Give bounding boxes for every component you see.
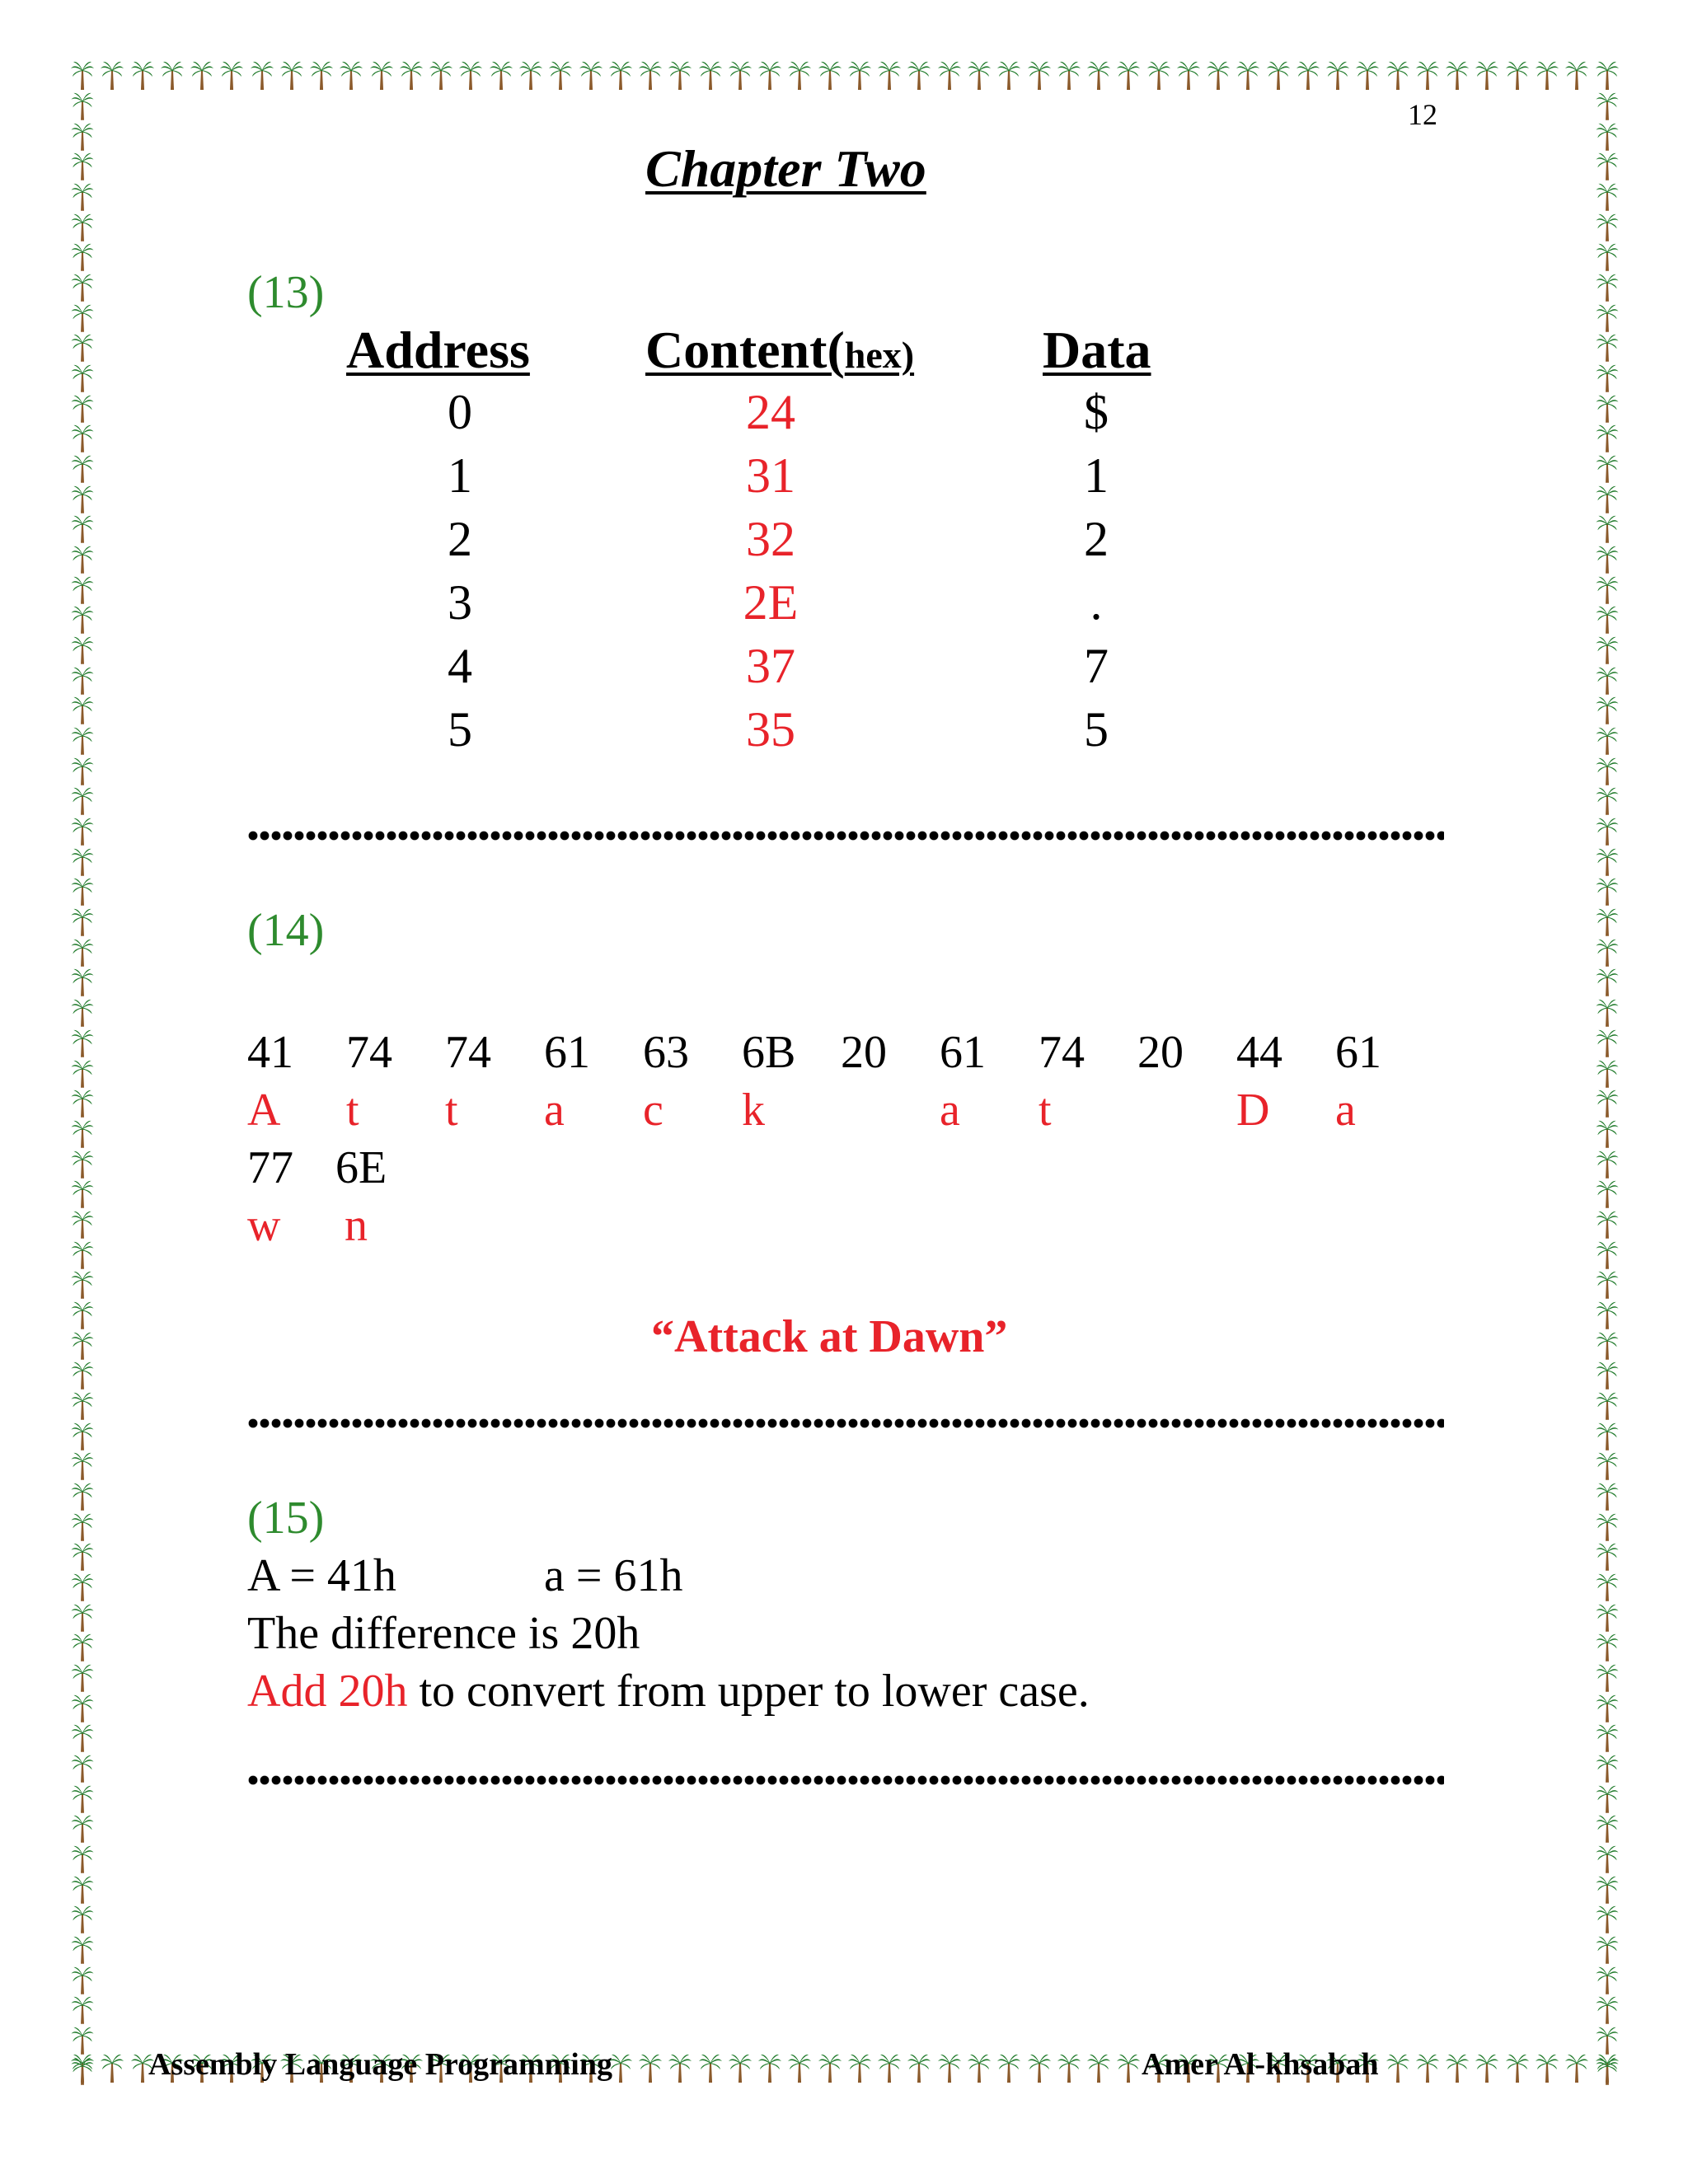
palm-tree-icon <box>1595 635 1620 665</box>
palm-tree-icon <box>1595 1330 1620 1361</box>
border-left <box>64 91 101 2085</box>
palm-tree-icon <box>728 2052 753 2083</box>
palm-tree-icon <box>1595 423 1620 453</box>
palm-tree-icon <box>70 1965 95 1995</box>
palm-tree-icon <box>1086 59 1111 91</box>
ascii-char: k <box>742 1085 765 1136</box>
palm-tree-icon <box>1595 1813 1620 1844</box>
palm-tree-icon <box>1595 59 1620 91</box>
palm-tree-icon <box>70 484 95 514</box>
palm-tree-icon <box>250 59 274 91</box>
palm-tree-icon <box>1595 241 1620 272</box>
palm-tree-icon <box>70 241 95 272</box>
palm-tree-icon <box>1595 997 1620 1028</box>
ascii-char: t <box>1039 1085 1052 1136</box>
palm-tree-icon <box>70 91 95 121</box>
palm-tree-icon <box>70 937 95 968</box>
palm-tree-icon <box>70 1662 95 1693</box>
palm-tree-icon <box>1595 1118 1620 1149</box>
footer-author: Amer Al-khsabah <box>1142 2047 1379 2082</box>
palm-tree-icon <box>1595 121 1620 152</box>
data-cell: 1 <box>1084 448 1109 503</box>
palm-tree-icon <box>1595 1994 1620 2025</box>
data-cell: 2 <box>1084 512 1109 566</box>
palm-tree-icon <box>70 1179 95 1209</box>
palm-tree-icon <box>70 1904 95 1934</box>
palm-tree-icon <box>1266 59 1291 91</box>
hex-byte: 61 <box>544 1027 590 1078</box>
palm-tree-icon <box>1595 1722 1620 1753</box>
palm-tree-icon <box>70 59 95 91</box>
palm-tree-icon <box>1595 604 1620 635</box>
palm-tree-icon <box>70 907 95 937</box>
palm-tree-icon <box>1116 59 1141 91</box>
palm-tree-icon <box>1595 1632 1620 1662</box>
palm-tree-icon <box>638 59 663 91</box>
hex-byte: 41 <box>247 1027 293 1078</box>
footer-course-title: Assembly Language Programming <box>148 2047 612 2082</box>
palm-tree-icon <box>1595 484 1620 514</box>
data-cell: 5 <box>1084 702 1109 757</box>
palm-tree-icon <box>1564 59 1589 91</box>
palm-tree-icon <box>70 997 95 1028</box>
conversion-text: to convert from upper to lower case. <box>407 1666 1090 1717</box>
palm-tree-icon <box>668 59 692 91</box>
palm-tree-icon <box>1206 59 1231 91</box>
data-cell: . <box>1090 575 1103 630</box>
palm-tree-icon <box>70 1693 95 1723</box>
palm-tree-icon <box>70 635 95 665</box>
hex-byte: 20 <box>841 1027 887 1078</box>
ascii-char: a <box>544 1085 565 1136</box>
palm-tree-icon <box>70 1481 95 1511</box>
palm-tree-icon <box>100 59 124 91</box>
palm-tree-icon <box>1595 212 1620 242</box>
palm-tree-icon <box>70 1149 95 1179</box>
content-cell: 35 <box>746 702 795 757</box>
hex-row-2 <box>247 1141 434 1194</box>
palm-tree-icon <box>1595 1058 1620 1089</box>
palm-tree-icon <box>70 665 95 696</box>
palm-tree-icon <box>70 1813 95 1844</box>
palm-tree-icon <box>1475 59 1499 91</box>
palm-tree-icon <box>70 393 95 424</box>
palm-tree-icon <box>1595 1965 1620 1995</box>
palm-tree-icon <box>1595 695 1620 725</box>
hex-row-1 <box>247 1026 1434 1079</box>
palm-tree-icon <box>1057 2052 1081 2083</box>
palm-tree-icon <box>1595 1451 1620 1481</box>
palm-tree-icon <box>1595 756 1620 786</box>
palm-tree-icon <box>70 1844 95 1874</box>
hex-byte: 77 <box>247 1142 293 1193</box>
palm-tree-icon <box>1595 181 1620 212</box>
palm-tree-icon <box>1595 513 1620 544</box>
palm-tree-icon <box>70 725 95 756</box>
palm-tree-icon <box>1595 1662 1620 1693</box>
palm-tree-icon <box>548 59 573 91</box>
data-cell: $ <box>1084 385 1109 439</box>
palm-tree-icon <box>1535 2052 1559 2083</box>
palm-tree-icon <box>1595 1844 1620 1874</box>
palm-tree-icon <box>70 1240 95 1270</box>
ascii-char: t <box>346 1085 359 1136</box>
palm-tree-icon <box>1595 1572 1620 1602</box>
palm-tree-icon <box>1595 272 1620 302</box>
palm-tree-icon <box>70 1572 95 1602</box>
palm-tree-icon <box>1595 302 1620 333</box>
palm-tree-icon <box>70 1451 95 1481</box>
palm-tree-icon <box>1595 393 1620 424</box>
palm-tree-icon <box>70 1602 95 1633</box>
question-14-label: (14) <box>247 905 325 956</box>
palm-tree-icon <box>70 363 95 393</box>
palm-tree-icon <box>1325 59 1350 91</box>
palm-tree-icon <box>70 1421 95 1451</box>
palm-tree-icon <box>728 59 753 91</box>
palm-tree-icon <box>489 59 513 91</box>
palm-tree-icon <box>70 1269 95 1300</box>
palm-tree-icon <box>100 2052 124 2083</box>
palm-tree-icon <box>70 453 95 484</box>
palm-tree-icon <box>70 1300 95 1330</box>
palm-tree-icon <box>1595 1421 1620 1451</box>
upper-case-value: A = 41h <box>247 1550 396 1601</box>
palm-tree-icon <box>70 302 95 333</box>
palm-tree-icon <box>1595 1209 1620 1240</box>
palm-tree-icon <box>70 544 95 574</box>
palm-tree-icon <box>1595 1783 1620 1814</box>
palm-tree-icon <box>1595 2025 1620 2055</box>
hex-byte: 63 <box>643 1027 689 1078</box>
palm-tree-icon <box>279 59 304 91</box>
palm-tree-icon <box>1595 574 1620 605</box>
ascii-char: a <box>1335 1085 1356 1136</box>
palm-tree-icon <box>1564 2052 1589 2083</box>
palm-tree-icon <box>1386 2052 1410 2083</box>
palm-tree-icon <box>70 1753 95 1783</box>
palm-tree-icon <box>1595 151 1620 181</box>
palm-tree-icon <box>70 695 95 725</box>
page-title: Chapter Two <box>645 139 926 198</box>
palm-tree-icon <box>518 59 543 91</box>
palm-tree-icon <box>1595 1602 1620 1633</box>
palm-tree-icon <box>1176 59 1201 91</box>
ascii-char: c <box>643 1085 663 1136</box>
palm-tree-icon <box>70 604 95 635</box>
palm-tree-icon <box>1415 59 1440 91</box>
palm-tree-icon <box>847 2052 872 2083</box>
palm-tree-icon <box>1355 59 1380 91</box>
palm-tree-icon <box>1595 785 1620 816</box>
question-13-label: (13) <box>247 267 325 318</box>
palm-tree-icon <box>70 1541 95 1572</box>
palm-tree-icon <box>70 513 95 544</box>
palm-tree-icon <box>70 272 95 302</box>
palm-tree-icon <box>1505 59 1530 91</box>
palm-tree-icon <box>70 332 95 363</box>
palm-tree-icon <box>458 59 483 91</box>
palm-tree-icon <box>70 212 95 242</box>
palm-tree-icon <box>818 59 842 91</box>
data-cell: 7 <box>1084 639 1109 693</box>
palm-tree-icon <box>160 59 185 91</box>
palm-tree-icon <box>1505 2052 1530 2083</box>
palm-tree-icon <box>1595 1149 1620 1179</box>
border-top <box>70 59 1620 96</box>
palm-tree-icon <box>1595 876 1620 907</box>
hex-byte: 6E <box>335 1142 387 1193</box>
palm-tree-icon <box>1116 2052 1141 2083</box>
palm-tree-icon <box>70 1028 95 1058</box>
palm-tree-icon <box>1595 2055 1620 2086</box>
palm-tree-icon <box>1595 1179 1620 1209</box>
palm-tree-icon <box>1595 1934 1620 1965</box>
palm-tree-icon <box>70 1632 95 1662</box>
palm-tree-icon <box>1027 59 1052 91</box>
palm-tree-icon <box>130 59 155 91</box>
palm-tree-icon <box>339 59 363 91</box>
palm-tree-icon <box>668 2052 692 2083</box>
char-row-1 <box>247 1084 1434 1137</box>
address-cell: 0 <box>448 385 472 439</box>
palm-tree-icon <box>429 59 453 91</box>
content-cell: 32 <box>746 512 795 566</box>
hex-byte: 74 <box>445 1027 491 1078</box>
palm-tree-icon <box>877 59 902 91</box>
palm-tree-icon <box>70 1209 95 1240</box>
palm-tree-icon <box>1595 1541 1620 1572</box>
char-row-2 <box>247 1199 443 1252</box>
palm-tree-icon <box>70 1088 95 1118</box>
difference-text: The difference is 20h <box>247 1608 640 1659</box>
palm-tree-icon <box>638 2052 663 2083</box>
address-cell: 4 <box>448 639 472 693</box>
palm-tree-icon <box>1595 1481 1620 1511</box>
palm-tree-icon <box>1027 2052 1052 2083</box>
palm-tree-icon <box>1595 1028 1620 1058</box>
palm-tree-icon <box>70 785 95 816</box>
palm-tree-icon <box>1595 1693 1620 1723</box>
address-cell: 3 <box>448 575 472 630</box>
dotted-separator <box>247 1774 1444 1786</box>
palm-tree-icon <box>70 121 95 152</box>
lower-case-value: a = 61h <box>544 1550 683 1601</box>
palm-tree-icon <box>70 423 95 453</box>
decoded-message: “Attack at Dawn” <box>651 1311 1008 1362</box>
palm-tree-icon <box>219 59 244 91</box>
palm-tree-icon <box>190 59 214 91</box>
palm-tree-icon <box>399 59 424 91</box>
palm-tree-icon <box>967 2052 992 2083</box>
palm-tree-icon <box>1595 1390 1620 1421</box>
palm-tree-icon <box>1595 1753 1620 1783</box>
content-cell: 24 <box>746 385 795 439</box>
content-unit: hex) <box>844 334 915 376</box>
palm-tree-icon <box>70 1874 95 1905</box>
palm-tree-icon <box>70 151 95 181</box>
palm-tree-icon <box>70 2025 95 2055</box>
ascii-char: a <box>940 1085 960 1136</box>
hex-byte: 6B <box>742 1027 796 1078</box>
palm-tree-icon <box>70 1722 95 1753</box>
palm-tree-icon <box>70 1360 95 1390</box>
palm-tree-icon <box>907 59 931 91</box>
palm-tree-icon <box>1386 59 1410 91</box>
hex-byte: 74 <box>346 1027 392 1078</box>
address-cell: 5 <box>448 702 472 757</box>
palm-tree-icon <box>787 59 812 91</box>
conversion-highlight: Add 20h <box>247 1666 408 1717</box>
column-header-content: Content(hex) <box>645 321 915 379</box>
palm-tree-icon <box>1595 937 1620 968</box>
palm-tree-icon <box>847 59 872 91</box>
hex-byte: 61 <box>1335 1027 1381 1078</box>
column-header-data: Data <box>1043 321 1151 379</box>
palm-tree-icon <box>757 59 782 91</box>
palm-tree-icon <box>1445 59 1470 91</box>
palm-tree-icon <box>70 181 95 212</box>
content-cell: 31 <box>746 448 795 503</box>
palm-tree-icon <box>70 846 95 877</box>
palm-tree-icon <box>996 59 1021 91</box>
palm-tree-icon <box>1595 1269 1620 1300</box>
palm-tree-icon <box>70 1934 95 1965</box>
palm-tree-icon <box>1415 2052 1440 2083</box>
hex-byte: 44 <box>1236 1027 1282 1078</box>
palm-tree-icon <box>1445 2052 1470 2083</box>
dotted-separator <box>247 1418 1444 1429</box>
ascii-char: A <box>247 1085 281 1136</box>
palm-tree-icon <box>1595 1240 1620 1270</box>
ascii-char: w <box>247 1200 281 1251</box>
palm-tree-icon <box>1595 967 1620 997</box>
conversion-rule <box>247 1665 1090 1718</box>
palm-tree-icon <box>70 816 95 846</box>
palm-tree-icon <box>1057 59 1081 91</box>
palm-tree-icon <box>1595 544 1620 574</box>
palm-tree-icon <box>1595 332 1620 363</box>
palm-tree-icon <box>1595 91 1620 121</box>
ascii-char: n <box>345 1200 368 1251</box>
palm-tree-icon <box>70 1118 95 1149</box>
page-number: 12 <box>1408 98 1437 131</box>
column-header-address: Address <box>346 321 530 379</box>
palm-tree-icon <box>1236 59 1260 91</box>
palm-tree-icon <box>1595 907 1620 937</box>
content-cell: 37 <box>746 639 795 693</box>
palm-tree-icon <box>1595 453 1620 484</box>
palm-tree-icon <box>1595 725 1620 756</box>
content-cell: 2E <box>743 575 799 630</box>
hex-byte: 61 <box>940 1027 986 1078</box>
palm-tree-icon <box>996 2052 1021 2083</box>
dotted-separator <box>247 830 1444 841</box>
question-15-label: (15) <box>247 1493 325 1544</box>
palm-tree-icon <box>937 2052 962 2083</box>
hex-byte: 20 <box>1137 1027 1184 1078</box>
palm-tree-icon <box>1595 665 1620 696</box>
palm-tree-icon <box>1595 1300 1620 1330</box>
palm-tree-icon <box>787 2052 812 2083</box>
palm-tree-icon <box>877 2052 902 2083</box>
palm-tree-icon <box>937 59 962 91</box>
ascii-char: t <box>445 1085 458 1136</box>
palm-tree-icon <box>1535 59 1559 91</box>
palm-tree-icon <box>757 2052 782 2083</box>
palm-tree-icon <box>698 2052 723 2083</box>
palm-tree-icon <box>698 59 723 91</box>
palm-tree-icon <box>70 876 95 907</box>
palm-tree-icon <box>70 1511 95 1542</box>
palm-tree-icon <box>1595 1088 1620 1118</box>
ascii-char: D <box>1236 1085 1270 1136</box>
palm-tree-icon <box>818 2052 842 2083</box>
hex-byte: 74 <box>1039 1027 1085 1078</box>
address-cell: 2 <box>448 512 472 566</box>
palm-tree-icon <box>1595 1874 1620 1905</box>
address-cell: 1 <box>448 448 472 503</box>
palm-tree-icon <box>70 1058 95 1089</box>
border-right <box>1589 91 1625 2085</box>
palm-tree-icon <box>1086 2052 1111 2083</box>
palm-tree-icon <box>608 59 633 91</box>
palm-tree-icon <box>70 1390 95 1421</box>
palm-tree-icon <box>1595 846 1620 877</box>
palm-tree-icon <box>1475 2052 1499 2083</box>
palm-tree-icon <box>907 2052 931 2083</box>
palm-tree-icon <box>369 59 394 91</box>
palm-tree-icon <box>70 1783 95 1814</box>
palm-tree-icon <box>70 1994 95 2025</box>
palm-tree-icon <box>967 59 992 91</box>
palm-tree-icon <box>70 574 95 605</box>
palm-tree-icon <box>309 59 334 91</box>
palm-tree-icon <box>70 2055 95 2086</box>
palm-tree-icon <box>579 59 603 91</box>
palm-tree-icon <box>1296 59 1320 91</box>
palm-tree-icon <box>70 1330 95 1361</box>
palm-tree-icon <box>1595 1511 1620 1542</box>
palm-tree-icon <box>70 967 95 997</box>
palm-tree-icon <box>70 756 95 786</box>
palm-tree-icon <box>1595 1904 1620 1934</box>
palm-tree-icon <box>1595 1360 1620 1390</box>
palm-tree-icon <box>1146 59 1171 91</box>
palm-tree-icon <box>1595 363 1620 393</box>
palm-tree-icon <box>1595 816 1620 846</box>
